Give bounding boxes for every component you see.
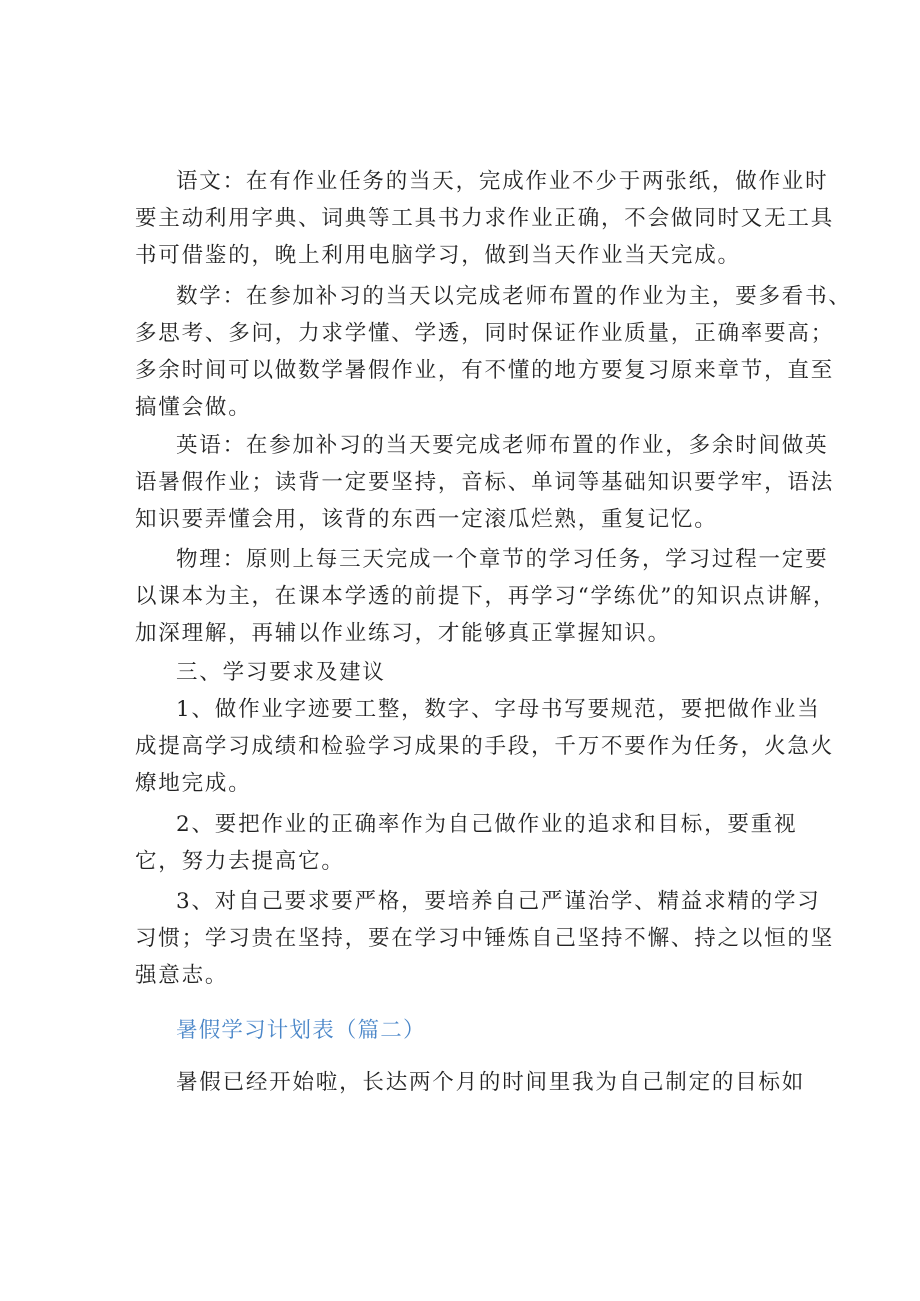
english-para-line-1: 英语：在参加补习的当天要完成老师布置的作业，多余时间做英 [176, 433, 829, 458]
math-para-line-4: 搞懂会做。 [135, 395, 252, 420]
chinese-para-line-3: 书可借鉴的，晚上利用电脑学习，做到当天作业当天完成。 [135, 243, 741, 268]
item-1-line-3: 燎地完成。 [135, 771, 252, 796]
item-1-line-1: 1、做作业字迹要工整，数字、字母书写要规范，要把做作业当 [176, 697, 821, 722]
english-para-line-2: 语暑假作业；读背一定要坚持，音标、单词等基础知识要学牢，语法 [135, 470, 835, 495]
math-para-line-3: 多余时间可以做数学暑假作业，有不懂的地方要复习原来章节，直至 [135, 358, 835, 383]
chinese-para-line-1: 语文：在有作业任务的当天，完成作业不少于两张纸，做作业时 [176, 169, 829, 194]
physics-para-line-2: 以课本为主，在课本学透的前提下，再学习“学练优”的知识点讲解， [135, 584, 837, 609]
item-2-line-2: 它，努力去提高它。 [135, 849, 345, 874]
item-3-line-1: 3、对自己要求要严格，要培养自己严谨治学、精益求精的学习 [176, 889, 821, 914]
physics-para-line-3: 加深理解，再辅以作业练习，才能够真正掌握知识。 [135, 621, 671, 646]
math-para-line-2: 多思考、多问，力求学懂、学透，同时保证作业质量，正确率要高； [135, 321, 835, 346]
item-3-line-2: 习惯；学习贵在坚持，要在学习中锤炼自己坚持不懈、持之以恒的坚 [135, 926, 835, 951]
physics-para-line-1: 物理：原则上每三天完成一个章节的学习任务，学习过程一定要 [176, 547, 829, 572]
item-2-line-1: 2、要把作业的正确率作为自己做作业的追求和目标，要重视 [176, 812, 798, 837]
article-heading: 暑假学习计划表（篇二） [176, 1018, 426, 1043]
section-title: 三、学习要求及建议 [176, 660, 386, 685]
english-para-line-3: 知识要弄懂会用，该背的东西一定滚瓜烂熟，重复记忆。 [135, 507, 718, 532]
intro-para-line-1: 暑假已经开始啦，长达两个月的时间里我为自己制定的目标如 [176, 1070, 806, 1095]
chinese-para-line-2: 要主动利用字典、词典等工具书力求作业正确，不会做同时又无工具 [135, 206, 835, 231]
math-para-line-1: 数学：在参加补习的当天以完成老师布置的作业为主，要多看书、 [176, 284, 852, 309]
item-1-line-2: 成提高学习成绩和检验学习成果的手段，千万不要作为任务，火急火 [135, 734, 835, 759]
item-3-line-3: 强意志。 [135, 963, 229, 988]
